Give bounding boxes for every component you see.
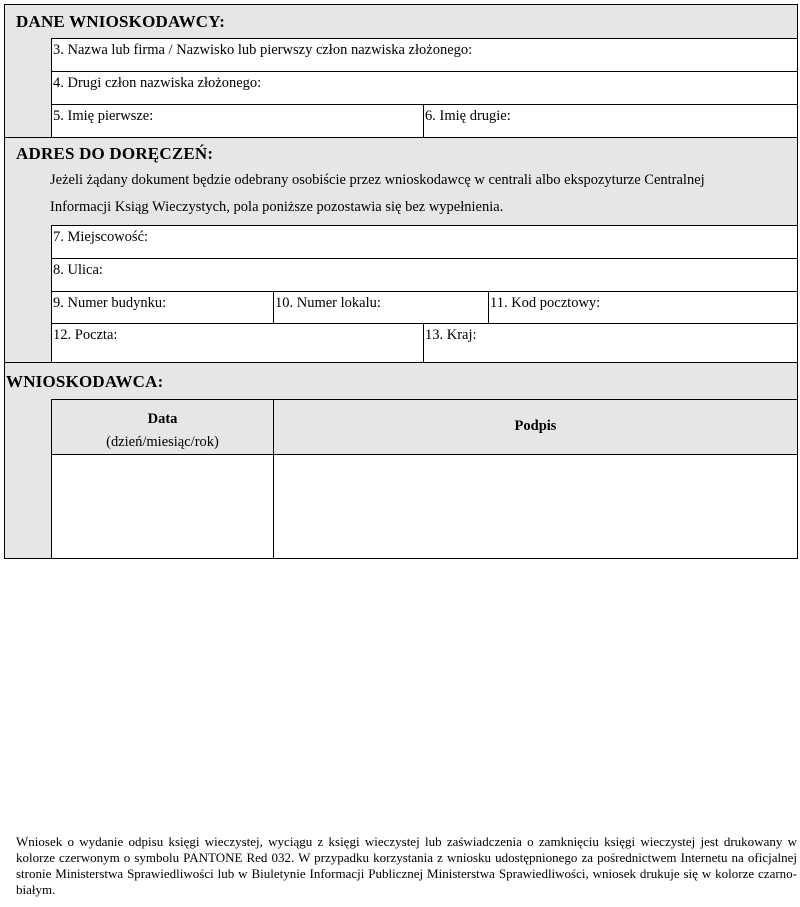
- address-note-line-1: Jeżeli żądany dokument będzie odebrany osobiście przez wnioskodawcę w centrali albo ekspozyturze Centralnej: [50, 172, 705, 188]
- signature-section-title: WNIOSKODAWCA:: [6, 372, 164, 391]
- signature-header-cell: [273, 399, 798, 455]
- field-country[interactable]: [423, 323, 798, 363]
- date-subheader: (dzień/miesiąc/rok): [106, 434, 219, 450]
- date-input[interactable]: [51, 454, 274, 559]
- field-label: 9. Numer budynku:: [53, 295, 167, 311]
- field-label: 12. Poczta:: [53, 327, 118, 343]
- field-name-or-company[interactable]: [51, 38, 798, 72]
- field-label: 6. Imię drugie:: [425, 108, 511, 124]
- field-label: 11. Kod pocztowy:: [490, 295, 601, 311]
- address-note: [50, 167, 795, 221]
- field-first-name[interactable]: [51, 104, 424, 138]
- field-second-surname[interactable]: [51, 71, 798, 105]
- field-label: 7. Miejscowość:: [53, 229, 149, 245]
- date-header-cell: [51, 399, 274, 455]
- address-note-line-2: Informacji Ksiąg Wieczystych, pola poniższe pozostawia się bez wypełnienia.: [50, 199, 504, 215]
- signature-header: Podpis: [514, 418, 557, 434]
- footer-note: Wniosek o wydanie odpisu księgi wieczystej, wyciągu z księgi wieczystej lub zaświadczenia o zamknięciu księgi wieczystej jest drukowany w kolorze czerwonym o symbolu PANTONE Red 032. W przypadku korzystania z wniosku udostępnionego za pośrednictwem Internetu na oficjalnej stronie Ministerstwa Sprawiedliwości lub w Biuletynie Informacji Publicznej Ministerstwa Sprawiedliwości, wniosek drukuje się w kolorze czarno-białym.: [16, 834, 797, 897]
- date-header: Data: [147, 411, 178, 427]
- field-building-number[interactable]: [51, 291, 274, 324]
- address-section-title: ADRES DO DORĘCZEŃ:: [16, 144, 214, 163]
- field-label: 4. Drugi człon nazwiska złożonego:: [53, 75, 262, 91]
- field-city[interactable]: [51, 225, 798, 259]
- field-label: 8. Ulica:: [53, 262, 103, 278]
- field-second-name[interactable]: [423, 104, 798, 138]
- applicant-section-title: DANE WNIOSKODAWCY:: [16, 12, 226, 31]
- field-label: 5. Imię pierwsze:: [53, 108, 154, 124]
- field-postal-code[interactable]: [488, 291, 798, 324]
- field-label: 10. Numer lokalu:: [275, 295, 381, 311]
- signature-input[interactable]: [273, 454, 798, 559]
- field-apartment-number[interactable]: [273, 291, 489, 324]
- field-post-office[interactable]: [51, 323, 424, 363]
- field-street[interactable]: [51, 258, 798, 292]
- field-label: 13. Kraj:: [425, 327, 477, 343]
- field-label: 3. Nazwa lub firma / Nazwisko lub pierwszy człon nazwiska złożonego:: [53, 42, 473, 58]
